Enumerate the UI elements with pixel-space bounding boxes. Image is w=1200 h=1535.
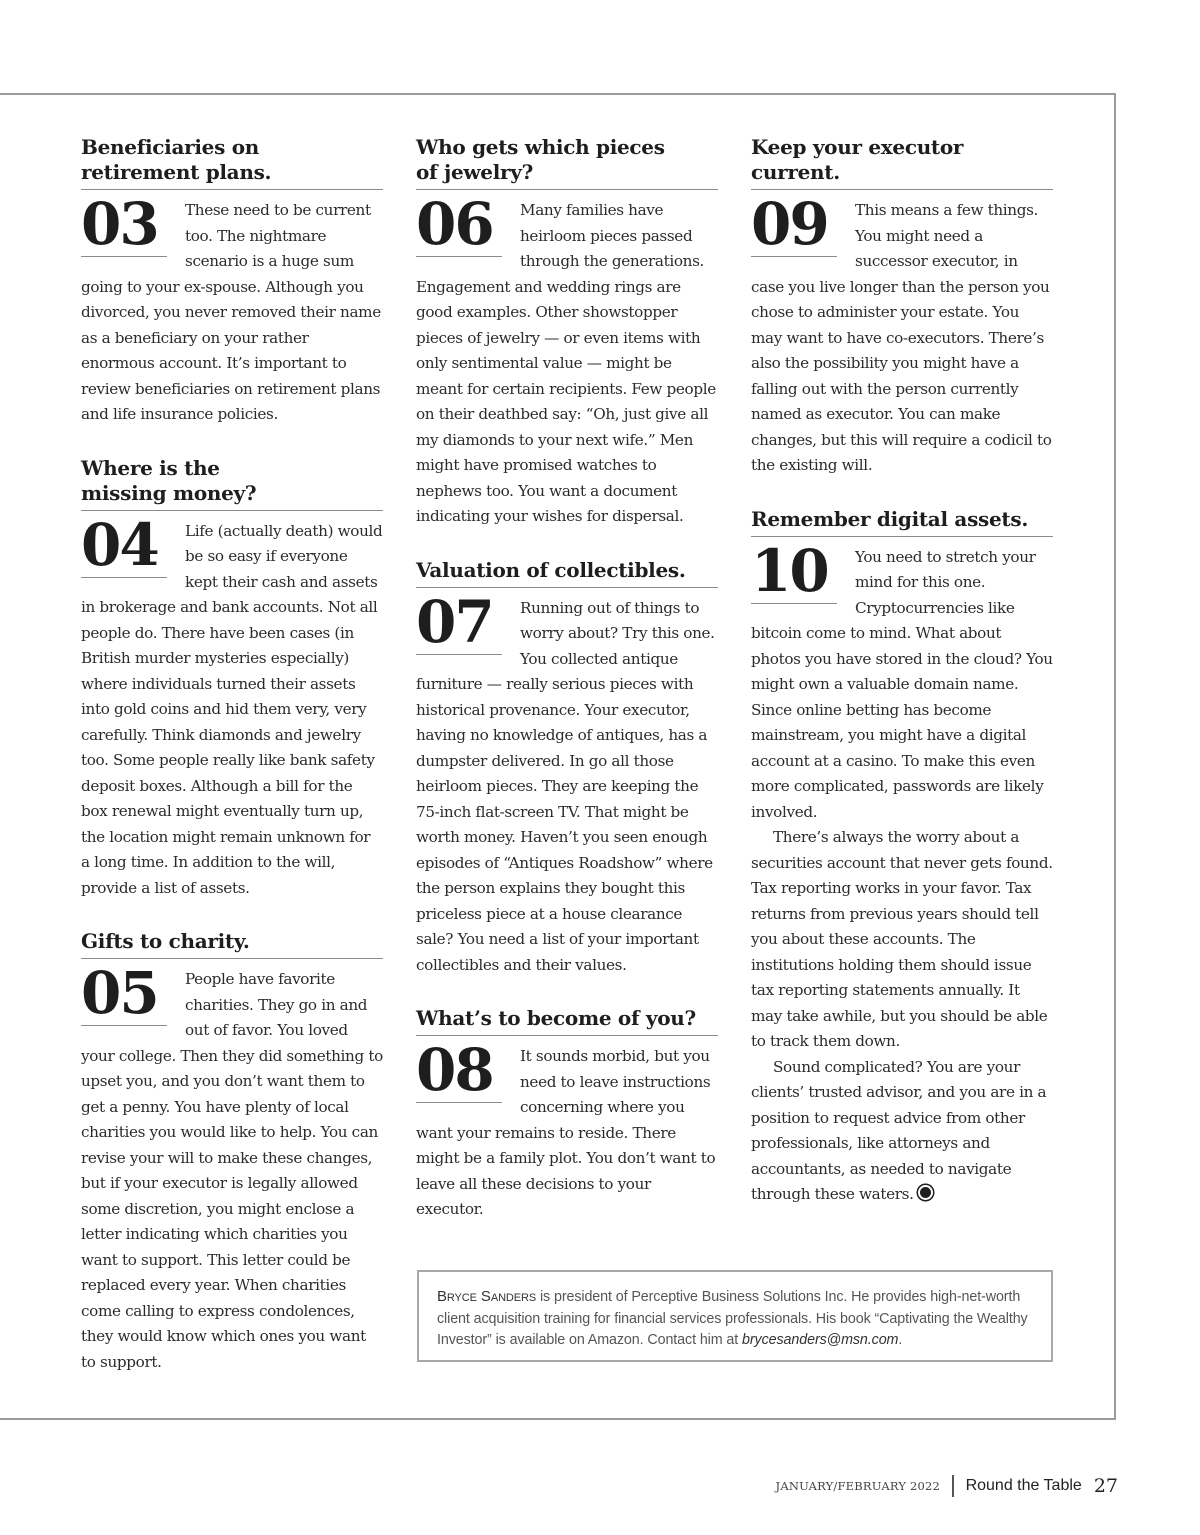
bio-text: is president of Perceptive Business Solutions Inc. He provides high-net-worth client acquisition training for financial services professionals. His book “Captivating the Wealthy Investor” is available on Amazon. Contact him at	[437, 1289, 1028, 1348]
section-number: 10	[751, 536, 828, 605]
paragraph: Life (actually death) would be so easy if everyone kept their cash and assets in brokerage and bank accounts. Not all people do. There have been cases (in British murder mysteries especially) where individuals turned their assets into gold coins and hid them very, very carefully. Think diamonds and jewelry too. Some people really like bank safety deposit boxes. Although a bill for the box renewal might eventually turn up, the location might remain unknown for a long time. In addition to the will, provide a list of assets.	[81, 521, 383, 897]
paragraph: These need to be current too. The nightmare scenario is a huge sum going to your ex-spouse. Although you divorced, you never removed their name as a beneficiary on your rather enormous account. It’s important to review beneficiaries on retirement plans and life insurance policies.	[81, 201, 381, 423]
heading-line: Gifts to charity.	[81, 929, 250, 953]
author-email: brycesanders@msn.com	[742, 1332, 899, 1348]
page-number: 27	[1093, 1475, 1118, 1497]
column-1	[81, 135, 383, 1403]
heading-line: What’s to become of you?	[416, 1006, 696, 1030]
section-04	[81, 456, 383, 902]
heading-line: Valuation of collectibles.	[416, 557, 686, 582]
number-box	[81, 192, 167, 257]
heading-line: Keep your executor	[751, 135, 964, 159]
heading-line: missing money?	[81, 480, 257, 505]
section-number: 03	[81, 190, 158, 258]
section-heading	[751, 135, 1053, 190]
section-number: 04	[81, 510, 158, 579]
bio-end: .	[898, 1332, 903, 1348]
paragraph: Running out of things to worry about? Try this one. You collected antique furniture — really serious pieces with historical provenance. Your executor, having no knowledge of antiques, has a dumpster delivered. In go all those heirloom pieces. They are keeping the 75-inch flat-screen TV. That might be worth money. Haven’t you seen enough episodes of “Antiques Roadshow” where the person explains they bought this priceless piece at a house clearance sale? You need a list of your important collectibles and their values.	[416, 598, 715, 974]
section-number: 08	[416, 1036, 493, 1104]
section-body	[416, 190, 718, 530]
section-heading	[416, 135, 718, 190]
heading-line: Where is the	[81, 455, 220, 480]
section-heading	[81, 456, 383, 511]
author-name: Bryce Sanders	[437, 1288, 537, 1305]
heading-line: Remember digital assets.	[751, 506, 1028, 531]
publication-name: Round the Table	[965, 1477, 1082, 1494]
section-heading	[416, 1006, 718, 1036]
section-body	[416, 587, 718, 979]
section-body	[751, 190, 1053, 479]
section-body	[81, 510, 383, 902]
section-09	[751, 135, 1053, 479]
paragraph-text: Sound complicated? You are your clients’ trusted advisor, and you are in a position to request advice from other professionals, like attorneys and accountants, as needed to navigate through these waters.	[751, 1057, 1047, 1203]
paragraph: This means a few things. You might need a successor executor, in case you live longer than the person you chose to administer your estate. You may want to have co-executors. There’s also the possibility you might have a falling out with the person currently named as executor. You can make changes, but this will require a codicil to the existing will.	[751, 201, 1052, 474]
section-10	[751, 507, 1053, 1208]
paragraph: There’s always the worry about a securities account that never gets found. Tax reporting works in your favor. Tax returns from previous years should tell you about these accounts. The institutions holding them should issue tax reporting statements annually. It may take awhile, but you should be able to track them down.	[751, 828, 1053, 1050]
number-box	[751, 192, 837, 257]
paragraph: You need to stretch your mind for this one. Cryptocurrencies like bitcoin come to mind. What about photos you have stored in the cloud? You might own a valuable domain name. Since online betting has become mainstream, you might have a digital account at a casino. To make this even more complicated, passwords are likely involved.	[751, 547, 1053, 821]
heading-line: Beneficiaries on	[81, 135, 259, 159]
section-body	[81, 959, 383, 1375]
heading-line: retirement plans.	[81, 160, 272, 184]
section-number: 07	[416, 587, 493, 656]
number-box	[416, 192, 502, 257]
section-03	[81, 135, 383, 428]
issue-date: JANUARY/FEBRUARY 2022	[775, 1479, 941, 1493]
column-2	[416, 135, 718, 1251]
column-3	[751, 135, 1053, 1236]
heading-line: Who gets which pieces	[416, 135, 665, 159]
section-heading	[81, 135, 383, 190]
section-body	[751, 536, 1053, 1208]
number-box	[751, 536, 837, 605]
section-heading	[416, 558, 718, 588]
number-box	[416, 1038, 502, 1103]
section-body	[81, 190, 383, 428]
section-06	[416, 135, 718, 530]
page-footer	[776, 1474, 1118, 1498]
end-mark-icon	[918, 1185, 933, 1200]
section-number: 05	[81, 959, 158, 1027]
section-heading	[81, 929, 383, 959]
paragraph: Many families have heirloom pieces passed through the generations. Engagement and wedding rings are good examples. Other showstopper pieces of jewelry — or even items with only sentimental value — might be meant for certain recipients. Few people on their deathbed say: “Oh, just give all my diamonds to your next wife.” Men might have promised watches to nephews too. You want a document indicating your wishes for dispersal.	[416, 201, 716, 525]
section-body	[416, 1036, 718, 1223]
section-number: 09	[751, 190, 828, 258]
paragraph	[751, 1055, 1053, 1208]
number-box	[81, 961, 167, 1026]
section-05	[81, 929, 383, 1375]
footer-divider	[952, 1475, 954, 1497]
paragraph: People have favorite charities. They go in and out of favor. You loved your college. Then they did something to upset you, and you don’t want them to get a penny. You have plenty of local charities you would like to help. You can revise your will to make these changes, but if your executor is legally allowed some discretion, you might enclose a letter indicating which charities you want to support. This letter could be replaced every year. When charities come calling to express condolences, they would know which ones you want to support.	[81, 970, 383, 1371]
section-number: 06	[416, 190, 493, 258]
section-08	[416, 1006, 718, 1223]
number-box	[416, 587, 502, 656]
author-bio-box	[417, 1270, 1053, 1362]
number-box	[81, 510, 167, 579]
section-heading	[751, 507, 1053, 537]
paragraph: It sounds morbid, but you need to leave instructions concerning where you want your remains to reside. There might be a family plot. You don’t want to leave all these decisions to your executor.	[416, 1047, 716, 1218]
heading-line: of jewelry?	[416, 160, 533, 184]
heading-line: current.	[751, 160, 840, 184]
section-07	[416, 558, 718, 979]
